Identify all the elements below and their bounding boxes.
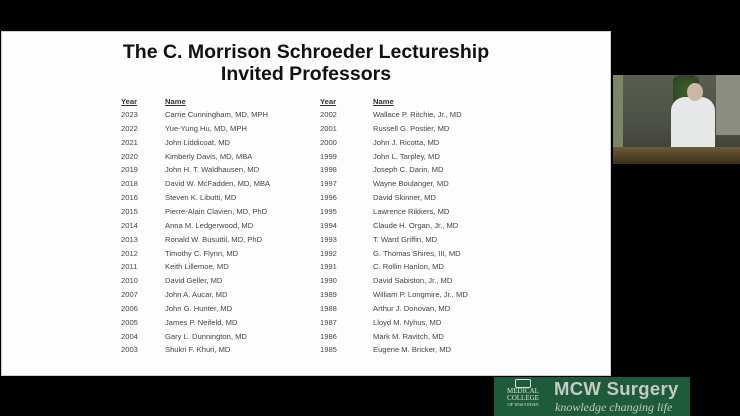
row-year: 1993 — [320, 234, 337, 244]
crest-text-line1: MEDICAL — [507, 387, 539, 395]
row-name: John L. Tarpley, MD — [373, 151, 440, 161]
row-year: 1999 — [320, 151, 337, 161]
row-year: 2018 — [121, 179, 138, 189]
row-name: Arthur J. Donovan, MD — [373, 303, 451, 313]
row-name: Kimberly Davis, MD, MBA — [165, 151, 253, 161]
crest-text-line2: COLLEGE — [507, 394, 539, 402]
row-year: 2002 — [320, 110, 337, 119]
row-name: Joseph C. Darin, MD — [373, 165, 444, 175]
row-year: 2005 — [121, 317, 138, 327]
row-name: Anna M. Ledgerwood, MD — [165, 220, 254, 230]
slide-title — [2, 41, 610, 85]
row-year: 2003 — [121, 345, 138, 355]
row-year: 2006 — [121, 303, 138, 313]
row-year: 2014 — [121, 220, 138, 230]
crest-text-line3: OF WISCONSIN — [507, 402, 539, 407]
video-background-wall-right — [716, 75, 740, 135]
row-name: John Liddicoat, MD — [165, 137, 231, 147]
row-name: John A. Aucar, MD — [165, 290, 228, 300]
row-name: David W. McFadden, MD, MBA — [165, 179, 271, 189]
row-year: 2016 — [121, 193, 138, 203]
row-name: Keith Lillemoe, MD — [165, 262, 229, 272]
row-name: Yue-Yung Hu, MD, MPH — [165, 123, 247, 133]
presentation-slide — [1, 31, 611, 376]
row-year: 2010 — [121, 276, 138, 286]
speaker-head — [687, 83, 703, 101]
row-name: Wayne Boulanger, MD — [373, 179, 449, 189]
row-year: 1995 — [320, 206, 337, 216]
left-name-header: Name — [165, 97, 186, 106]
row-year: 2004 — [121, 331, 138, 341]
row-name: G. Thomas Shires, III, MD — [373, 248, 461, 258]
row-year: 1990 — [320, 276, 337, 286]
row-year: 2013 — [121, 234, 138, 244]
row-year: 1996 — [320, 193, 337, 203]
row-year: 2012 — [121, 248, 138, 258]
row-name: John J. Ricotta, MD — [373, 137, 440, 147]
slide-title-line1: The C. Morrison Schroeder Lectureship — [122, 41, 490, 63]
row-name: John G. Hunter, MD — [165, 303, 233, 313]
podium — [613, 147, 740, 164]
row-year: 1992 — [320, 248, 337, 258]
row-name: Wallace P. Ritchie, Jr., MD — [373, 110, 462, 119]
row-year: 2001 — [320, 123, 337, 133]
row-year: 1987 — [320, 317, 337, 327]
row-year: 1988 — [320, 303, 337, 313]
row-name: Gary L. Dunnington, MD — [165, 331, 247, 341]
row-name: T. Ward Griffin, MD — [373, 234, 438, 244]
row-year: 2021 — [121, 137, 138, 147]
row-name: Pierre-Alain Clavien, MD, PhD — [165, 206, 268, 216]
row-year: 1986 — [320, 331, 337, 341]
row-year: 2011 — [121, 262, 138, 272]
row-name: Eugene M. Bricker, MD — [373, 345, 452, 355]
brand-tagline: knowledge changing life — [555, 400, 673, 414]
row-name: Carrie Cunningham, MD, MPH — [165, 110, 268, 119]
brand-name: MCW Surgery — [554, 378, 679, 399]
right-name-header: Name — [373, 97, 394, 106]
row-year: 2022 — [121, 123, 138, 133]
row-year: 1989 — [320, 290, 337, 300]
row-name: Shukri F. Khuri, MD — [165, 345, 231, 355]
row-year: 2023 — [121, 110, 138, 119]
row-name: Steven K. Libutti, MD — [165, 193, 237, 203]
row-name: Russell G. Postier, MD — [373, 123, 450, 133]
row-name: John H. T. Waldhausen, MD — [165, 165, 260, 175]
speaker-figure — [671, 97, 715, 151]
row-year: 1991 — [320, 262, 337, 272]
row-name: C. Rollin Hanlon, MD — [373, 262, 444, 272]
row-year: 2019 — [121, 165, 138, 175]
row-name: David Geller, MD — [165, 276, 223, 286]
mcw-surgery-logo — [494, 377, 690, 416]
row-name: James P. Neifeld, MD — [165, 317, 238, 327]
right-year-header: Year — [320, 97, 337, 106]
row-year: 1985 — [320, 345, 337, 355]
medical-college-crest-icon — [498, 379, 548, 415]
row-name: William P. Longmire, Jr., MD — [373, 290, 468, 300]
speaker-video-inset — [613, 75, 740, 164]
row-year: 2015 — [121, 206, 138, 216]
row-name: Lloyd M. Nyhus, MD — [373, 317, 442, 327]
row-year: 1997 — [320, 179, 337, 189]
row-name: Mark M. Ravitch, MD — [373, 331, 444, 341]
row-year: 2020 — [121, 151, 138, 161]
row-year: 2000 — [320, 137, 337, 147]
row-name: David Skinner, MD — [373, 193, 436, 203]
row-year: 2007 — [121, 290, 138, 300]
row-name: Timothy C. Flynn, MD — [165, 248, 239, 258]
row-year: 1994 — [320, 220, 337, 230]
row-name: Claude H. Organ, Jr., MD — [373, 220, 459, 230]
row-name: David Sabiston, Jr., MD — [373, 276, 453, 286]
left-year-header: Year — [121, 97, 138, 106]
slide-title-line2: Invited Professors — [220, 63, 392, 85]
row-name: Lawrence Rikkers, MD — [373, 206, 450, 216]
row-name: Ronald W. Busuttil, MD, PhD — [165, 234, 263, 244]
row-year: 1998 — [320, 165, 337, 175]
